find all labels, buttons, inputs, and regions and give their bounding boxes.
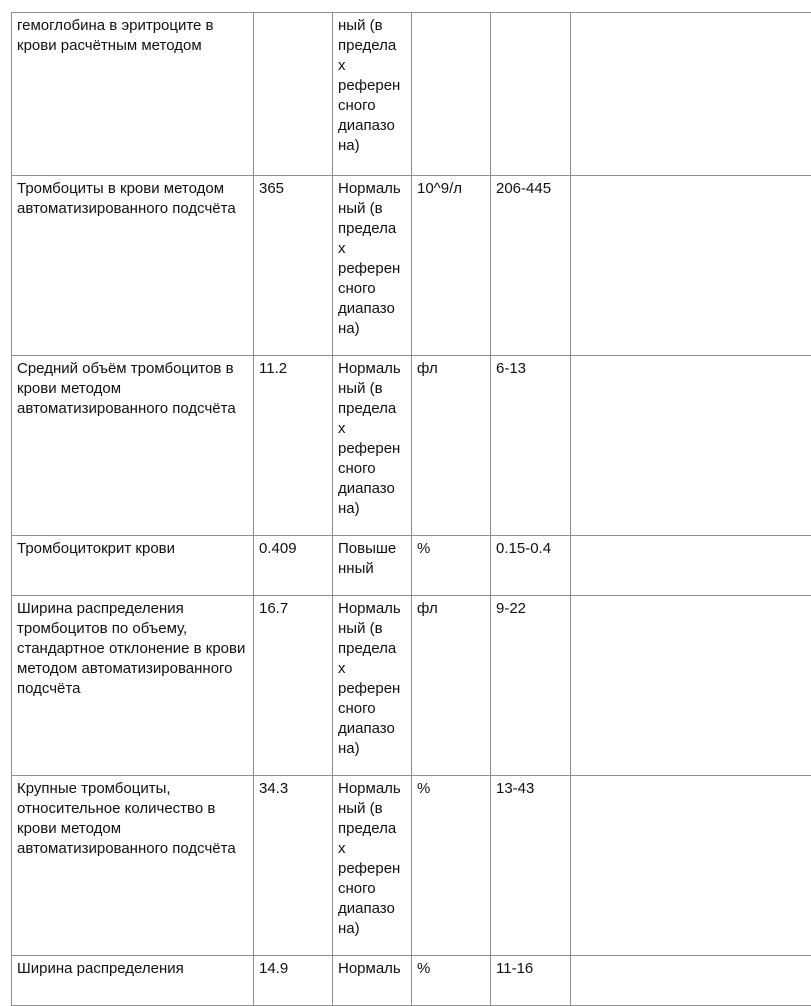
table-row	[12, 596, 811, 776]
status-line: предела	[338, 399, 407, 419]
unit-cell: фл	[412, 596, 491, 776]
status-line: предела	[338, 36, 407, 56]
status-line: на)	[338, 136, 407, 156]
reference-range-cell: 206-445	[491, 176, 571, 356]
status-line: Нормаль	[338, 959, 407, 979]
unit-cell: %	[412, 776, 491, 956]
status-line: сного	[338, 459, 407, 479]
value-cell: 14.9	[254, 956, 333, 1006]
status-cell	[333, 536, 412, 596]
status-line: диапазо	[338, 479, 407, 499]
status-line: предела	[338, 639, 407, 659]
test-name-cell: гемоглобина в эритроците в крови расчётным методом	[12, 13, 254, 176]
status-line: Повыше	[338, 539, 407, 559]
unit-cell: фл	[412, 356, 491, 536]
comment-cell	[571, 356, 811, 536]
status-line: х	[338, 839, 407, 859]
status-line: х	[338, 239, 407, 259]
unit-cell: %	[412, 956, 491, 1006]
lab-results-table	[11, 12, 811, 1006]
status-line: референ	[338, 439, 407, 459]
status-line: х	[338, 659, 407, 679]
reference-range-cell	[491, 13, 571, 176]
comment-cell	[571, 776, 811, 956]
table-row	[12, 536, 811, 596]
value-cell	[254, 13, 333, 176]
status-cell	[333, 356, 412, 536]
reference-range-cell: 6-13	[491, 356, 571, 536]
status-line: на)	[338, 499, 407, 519]
status-line: Нормаль	[338, 779, 407, 799]
status-line: диапазо	[338, 719, 407, 739]
reference-range-cell: 0.15-0.4	[491, 536, 571, 596]
status-line: референ	[338, 679, 407, 699]
status-line: сного	[338, 96, 407, 116]
status-cell	[333, 596, 412, 776]
status-line: нный	[338, 559, 407, 579]
status-line: ный (в	[338, 16, 407, 36]
status-line: х	[338, 419, 407, 439]
status-line: Нормаль	[338, 359, 407, 379]
test-name-cell: Тромбоциты в крови методом автоматизированного подсчёта	[12, 176, 254, 356]
status-cell	[333, 956, 412, 1006]
table-row	[12, 356, 811, 536]
status-line: сного	[338, 879, 407, 899]
value-cell: 365	[254, 176, 333, 356]
status-cell	[333, 176, 412, 356]
status-line: референ	[338, 76, 407, 96]
reference-range-cell: 9-22	[491, 596, 571, 776]
comment-cell	[571, 956, 811, 1006]
unit-cell: 10^9/л	[412, 176, 491, 356]
lab-results-body	[12, 13, 811, 1006]
test-name-cell: Ширина распределения	[12, 956, 254, 1006]
status-line: сного	[338, 699, 407, 719]
status-line: Нормаль	[338, 179, 407, 199]
status-line: ный (в	[338, 379, 407, 399]
test-name-cell: Тромбоцитокрит крови	[12, 536, 254, 596]
table-row	[12, 956, 811, 1006]
table-row	[12, 13, 811, 176]
status-line: ный (в	[338, 619, 407, 639]
table-row	[12, 776, 811, 956]
status-line: предела	[338, 819, 407, 839]
value-cell: 16.7	[254, 596, 333, 776]
unit-cell	[412, 13, 491, 176]
comment-cell	[571, 13, 811, 176]
reference-range-cell: 11-16	[491, 956, 571, 1006]
status-line: диапазо	[338, 299, 407, 319]
table-row	[12, 176, 811, 356]
value-cell: 34.3	[254, 776, 333, 956]
test-name-cell: Средний объём тромбоцитов в крови методом автоматизированного подсчёта	[12, 356, 254, 536]
value-cell: 0.409	[254, 536, 333, 596]
status-line: х	[338, 56, 407, 76]
status-line: диапазо	[338, 116, 407, 136]
test-name-cell: Крупные тромбоциты, относительное количество в крови методом автоматизированного подсчёта	[12, 776, 254, 956]
test-name-cell: Ширина распределения тромбоцитов по объему, стандартное отклонение в крови методом автоматизированного подсчёта	[12, 596, 254, 776]
reference-range-cell: 13-43	[491, 776, 571, 956]
status-line: на)	[338, 319, 407, 339]
comment-cell	[571, 596, 811, 776]
status-line: на)	[338, 739, 407, 759]
status-line: на)	[338, 919, 407, 939]
status-line: предела	[338, 219, 407, 239]
status-line: референ	[338, 859, 407, 879]
comment-cell	[571, 176, 811, 356]
status-line: диапазо	[338, 899, 407, 919]
value-cell: 11.2	[254, 356, 333, 536]
status-line: Нормаль	[338, 599, 407, 619]
comment-cell	[571, 536, 811, 596]
status-line: ный (в	[338, 799, 407, 819]
status-cell	[333, 776, 412, 956]
status-line: ный (в	[338, 199, 407, 219]
status-line: сного	[338, 279, 407, 299]
status-line: референ	[338, 259, 407, 279]
status-cell	[333, 13, 412, 176]
unit-cell: %	[412, 536, 491, 596]
